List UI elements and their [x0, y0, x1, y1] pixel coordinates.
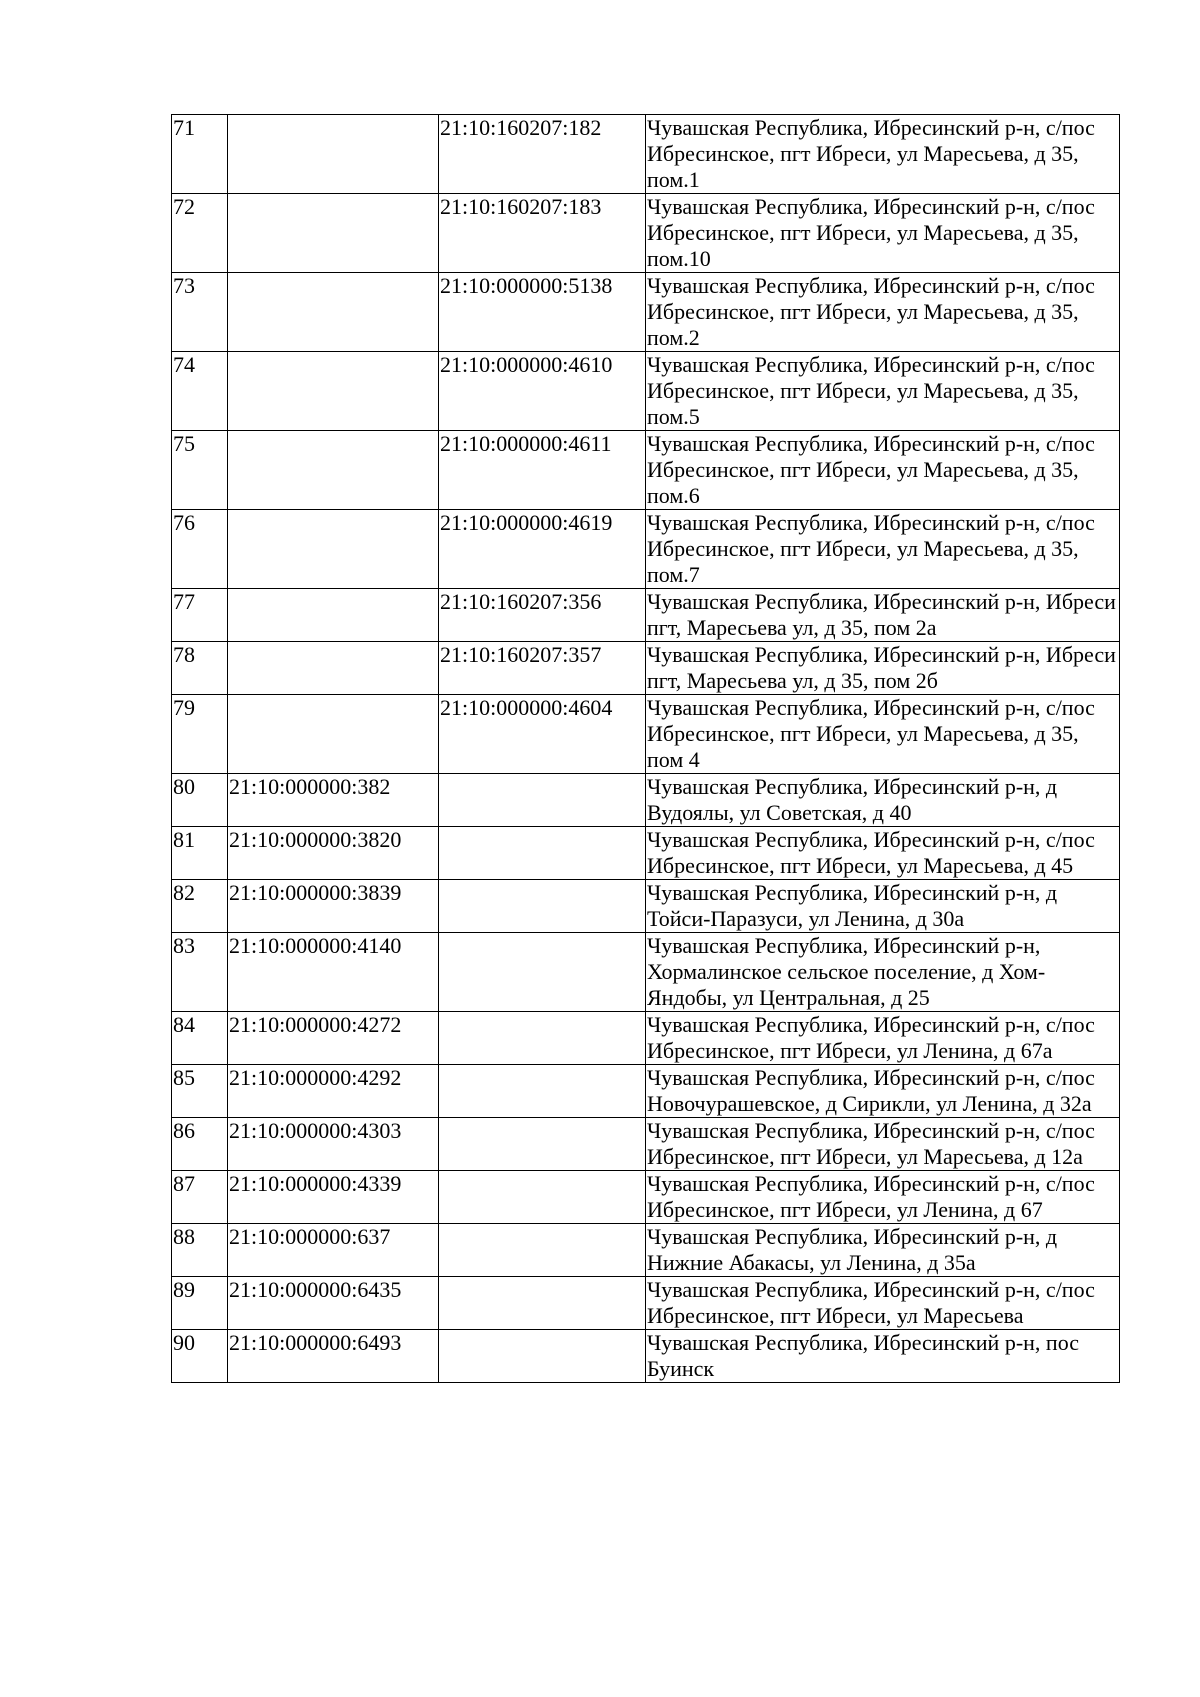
building-cadastral-number [439, 880, 646, 933]
table-row [172, 273, 1120, 352]
building-cadastral-number [439, 933, 646, 1012]
building-cadastral-number [439, 1330, 646, 1383]
row-number: 88 [172, 1224, 228, 1277]
building-cadastral-number: 21:10:000000:5138 [439, 273, 646, 352]
registry-table-body [172, 115, 1120, 1383]
row-number: 79 [172, 695, 228, 774]
land-cadastral-number [228, 352, 439, 431]
address-cell: Чувашская Республика, Ибресинский р-н, с/пос Новочурашевское, д Сирикли, ул Ленина, д 32а [646, 1065, 1120, 1118]
building-cadastral-number: 21:10:160207:356 [439, 589, 646, 642]
address-cell: Чувашская Республика, Ибресинский р-н, Хормалинское сельское поселение, д Хом-Яндобы, ул Центральная, д 25 [646, 933, 1120, 1012]
table-row [172, 431, 1120, 510]
row-number: 74 [172, 352, 228, 431]
table-row [172, 933, 1120, 1012]
land-cadastral-number: 21:10:000000:4303 [228, 1118, 439, 1171]
table-row [172, 642, 1120, 695]
address-cell: Чувашская Республика, Ибресинский р-н, Ибреси пгт, Маресьева ул, д 35, пом 2б [646, 642, 1120, 695]
building-cadastral-number: 21:10:000000:4619 [439, 510, 646, 589]
row-number: 76 [172, 510, 228, 589]
table-row [172, 880, 1120, 933]
address-cell: Чувашская Республика, Ибресинский р-н, с/пос Ибресинское, пгт Ибреси, ул Маресьева, д 35, пом 4 [646, 695, 1120, 774]
land-cadastral-number: 21:10:000000:6493 [228, 1330, 439, 1383]
building-cadastral-number [439, 1277, 646, 1330]
building-cadastral-number: 21:10:160207:182 [439, 115, 646, 194]
address-cell: Чувашская Республика, Ибресинский р-н, с/пос Ибресинское, пгт Ибреси, ул Маресьева, д 12а [646, 1118, 1120, 1171]
row-number: 80 [172, 774, 228, 827]
land-cadastral-number: 21:10:000000:4272 [228, 1012, 439, 1065]
table-row [172, 1277, 1120, 1330]
address-cell: Чувашская Республика, Ибресинский р-н, с/пос Ибресинское, пгт Ибреси, ул Маресьева, д 35, пом.5 [646, 352, 1120, 431]
table-row [172, 194, 1120, 273]
address-cell: Чувашская Республика, Ибресинский р-н, с/пос Ибресинское, пгт Ибреси, ул Маресьева, д 35, пом.10 [646, 194, 1120, 273]
building-cadastral-number: 21:10:000000:4604 [439, 695, 646, 774]
table-row [172, 510, 1120, 589]
building-cadastral-number: 21:10:000000:4611 [439, 431, 646, 510]
building-cadastral-number [439, 1065, 646, 1118]
row-number: 72 [172, 194, 228, 273]
building-cadastral-number: 21:10:160207:183 [439, 194, 646, 273]
table-row [172, 774, 1120, 827]
address-cell: Чувашская Республика, Ибресинский р-н, с/пос Ибресинское, пгт Ибреси, ул Ленина, д 67а [646, 1012, 1120, 1065]
address-cell: Чувашская Республика, Ибресинский р-н, с/пос Ибресинское, пгт Ибреси, ул Маресьева, д 35, пом.1 [646, 115, 1120, 194]
building-cadastral-number [439, 1012, 646, 1065]
row-number: 89 [172, 1277, 228, 1330]
building-cadastral-number: 21:10:000000:4610 [439, 352, 646, 431]
table-row [172, 695, 1120, 774]
address-cell: Чувашская Республика, Ибресинский р-н, д Нижние Абакасы, ул Ленина, д 35а [646, 1224, 1120, 1277]
row-number: 90 [172, 1330, 228, 1383]
land-cadastral-number [228, 589, 439, 642]
land-cadastral-number: 21:10:000000:6435 [228, 1277, 439, 1330]
address-cell: Чувашская Республика, Ибресинский р-н, с/пос Ибресинское, пгт Ибреси, ул Маресьева, д 35, пом.2 [646, 273, 1120, 352]
row-number: 82 [172, 880, 228, 933]
table-row [172, 827, 1120, 880]
address-cell: Чувашская Республика, Ибресинский р-н, пос Буинск [646, 1330, 1120, 1383]
row-number: 71 [172, 115, 228, 194]
row-number: 84 [172, 1012, 228, 1065]
table-row [172, 352, 1120, 431]
row-number: 87 [172, 1171, 228, 1224]
address-cell: Чувашская Республика, Ибресинский р-н, с/пос Ибресинское, пгт Ибреси, ул Маресьева, д 45 [646, 827, 1120, 880]
land-cadastral-number: 21:10:000000:3820 [228, 827, 439, 880]
row-number: 73 [172, 273, 228, 352]
row-number: 86 [172, 1118, 228, 1171]
table-row [172, 1171, 1120, 1224]
address-cell: Чувашская Республика, Ибресинский р-н, д Тойси-Паразуси, ул Ленина, д 30а [646, 880, 1120, 933]
table-row [172, 1330, 1120, 1383]
row-number: 77 [172, 589, 228, 642]
land-cadastral-number: 21:10:000000:3839 [228, 880, 439, 933]
building-cadastral-number [439, 1171, 646, 1224]
address-cell: Чувашская Республика, Ибресинский р-н, с/пос Ибресинское, пгт Ибреси, ул Маресьева [646, 1277, 1120, 1330]
table-row [172, 1012, 1120, 1065]
land-cadastral-number: 21:10:000000:4339 [228, 1171, 439, 1224]
building-cadastral-number [439, 1118, 646, 1171]
registry-table [171, 114, 1120, 1383]
table-row [172, 1065, 1120, 1118]
table-row [172, 589, 1120, 642]
address-cell: Чувашская Республика, Ибресинский р-н, с/пос Ибресинское, пгт Ибреси, ул Маресьева, д 35, пом.7 [646, 510, 1120, 589]
row-number: 85 [172, 1065, 228, 1118]
land-cadastral-number [228, 510, 439, 589]
land-cadastral-number: 21:10:000000:4292 [228, 1065, 439, 1118]
table-row [172, 1118, 1120, 1171]
row-number: 78 [172, 642, 228, 695]
row-number: 81 [172, 827, 228, 880]
land-cadastral-number: 21:10:000000:637 [228, 1224, 439, 1277]
address-cell: Чувашская Республика, Ибресинский р-н, Ибреси пгт, Маресьева ул, д 35, пом 2а [646, 589, 1120, 642]
land-cadastral-number [228, 194, 439, 273]
land-cadastral-number [228, 115, 439, 194]
building-cadastral-number [439, 827, 646, 880]
land-cadastral-number: 21:10:000000:4140 [228, 933, 439, 1012]
building-cadastral-number: 21:10:160207:357 [439, 642, 646, 695]
building-cadastral-number [439, 774, 646, 827]
land-cadastral-number [228, 431, 439, 510]
address-cell: Чувашская Республика, Ибресинский р-н, с/пос Ибресинское, пгт Ибреси, ул Маресьева, д 35, пом.6 [646, 431, 1120, 510]
table-row [172, 1224, 1120, 1277]
address-cell: Чувашская Республика, Ибресинский р-н, д Вудоялы, ул Советская, д 40 [646, 774, 1120, 827]
land-cadastral-number [228, 273, 439, 352]
address-cell: Чувашская Республика, Ибресинский р-н, с/пос Ибресинское, пгт Ибреси, ул Ленина, д 67 [646, 1171, 1120, 1224]
land-cadastral-number [228, 642, 439, 695]
land-cadastral-number [228, 695, 439, 774]
table-row [172, 115, 1120, 194]
building-cadastral-number [439, 1224, 646, 1277]
row-number: 75 [172, 431, 228, 510]
land-cadastral-number: 21:10:000000:382 [228, 774, 439, 827]
row-number: 83 [172, 933, 228, 1012]
